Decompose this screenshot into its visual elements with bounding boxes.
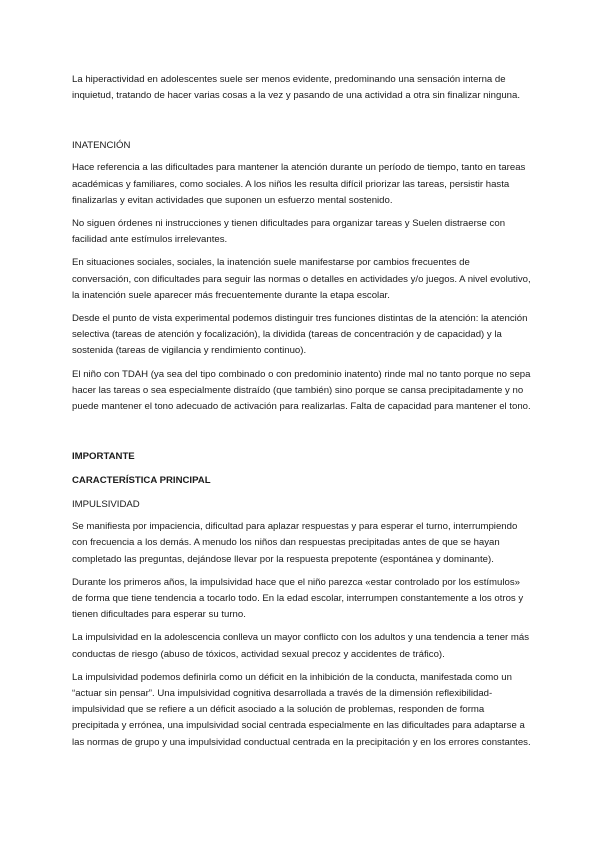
inatencion-paragraph-2: No siguen órdenes ni instrucciones y tienen dificultades para organizar tareas y Suelen distraerse con facilidad ante estímulos irrelevantes. xyxy=(72,218,506,246)
importante-heading: IMPORTANTE xyxy=(72,451,135,463)
caracteristica-heading: CARACTERÍSTICA PRINCIPAL xyxy=(72,475,211,487)
section-title-inatencion: INATENCIÓN xyxy=(72,140,131,152)
impulsividad-paragraph-1: Se manifiesta por impaciencia, dificultad para aplazar respuestas y para esperar el turno, interrumpiendo con frecuencia a los demás. A menudo los niños dan respuestas precipitadas antes de que se hayan completado las preguntas, dejándose llevar por la respuesta prepotente (espontánea y dominante). xyxy=(72,521,518,565)
impulsividad-paragraph-4: La impulsividad podemos definirla como un déficit en la inhibición de la conducta, manifestada como un “actuar sin pensar”. Una impulsividad cognitiva desarrollada a través de la dimensión reflexibilidad-impulsividad que se refiere a un déficit asociado a la solución de problemas, responden de forma precipitada y errónea, una impulsividad social centrada especialmente en las dificultades para adaptarse a las normas de grupo y una impulsividad conductual centrada en la precipitación y en los errores constantes. xyxy=(72,671,531,748)
inatencion-paragraph-4: Desde el punto de vista experimental podemos distinguir tres funciones distintas de la atención: la atención selectiva (tareas de atención y focalización), la dividida (tareas de concentración y de capacidad) y la sostenida (tareas de vigilancia y rendimiento continuo). xyxy=(72,313,528,357)
section-title-impulsividad: IMPULSIVIDAD xyxy=(72,499,140,511)
inatencion-paragraph-3: En situaciones sociales, sociales, la inatención suele manifestarse por cambios frecuentes de conversación, con dificultades para seguir las normas o detalles en actividades y/o juegos. A nivel evolutivo, la inatención suele aparecer más frecuentemente durante la etapa escolar. xyxy=(72,257,531,301)
impulsividad-paragraph-3: La impulsividad en la adolescencia conlleva un mayor conflicto con los adultos y una tendencia a tener más conductas de riesgo (abuso de tóxicos, actividad sexual precoz y accidentes de tráfico). xyxy=(72,632,530,660)
impulsividad-paragraph-2: Durante los primeros años, la impulsividad hace que el niño parezca «estar controlado por los estímulos» de forma que tiene tendencia a tocarlo todo. En la edad escolar, interrumpen constantemente a los otros y tienen dificultades para esperar su turno. xyxy=(72,576,524,621)
inatencion-paragraph-1: Hace referencia a las dificultades para mantener la atención durante un período de tiempo, tanto en tareas académicas y familiares, como sociales. A los niños les resulta difícil priorizar las tareas, persistir hasta finalizarlas y evitan actividades que suponen un esfuerzo mental sostenido. xyxy=(72,162,526,206)
inatencion-paragraph-5: El niño con TDAH (ya sea del tipo combinado o con predominio inatento) rinde mal no tanto porque no sepa hacer las tareas o sea especialmente distraído (que también) sino porque se cansa precipitadamente y no puede mantener el tono adecuado de activación para realizarlas. Falta de capacidad para mantener el tono. xyxy=(72,368,531,413)
intro-paragraph: La hiperactividad en adolescentes suele ser menos evidente, predominando una sensación interna de inquietud, tratando de hacer varias cosas a la vez y pasando de una actividad a otra sin finalizar ninguna. xyxy=(72,74,520,102)
